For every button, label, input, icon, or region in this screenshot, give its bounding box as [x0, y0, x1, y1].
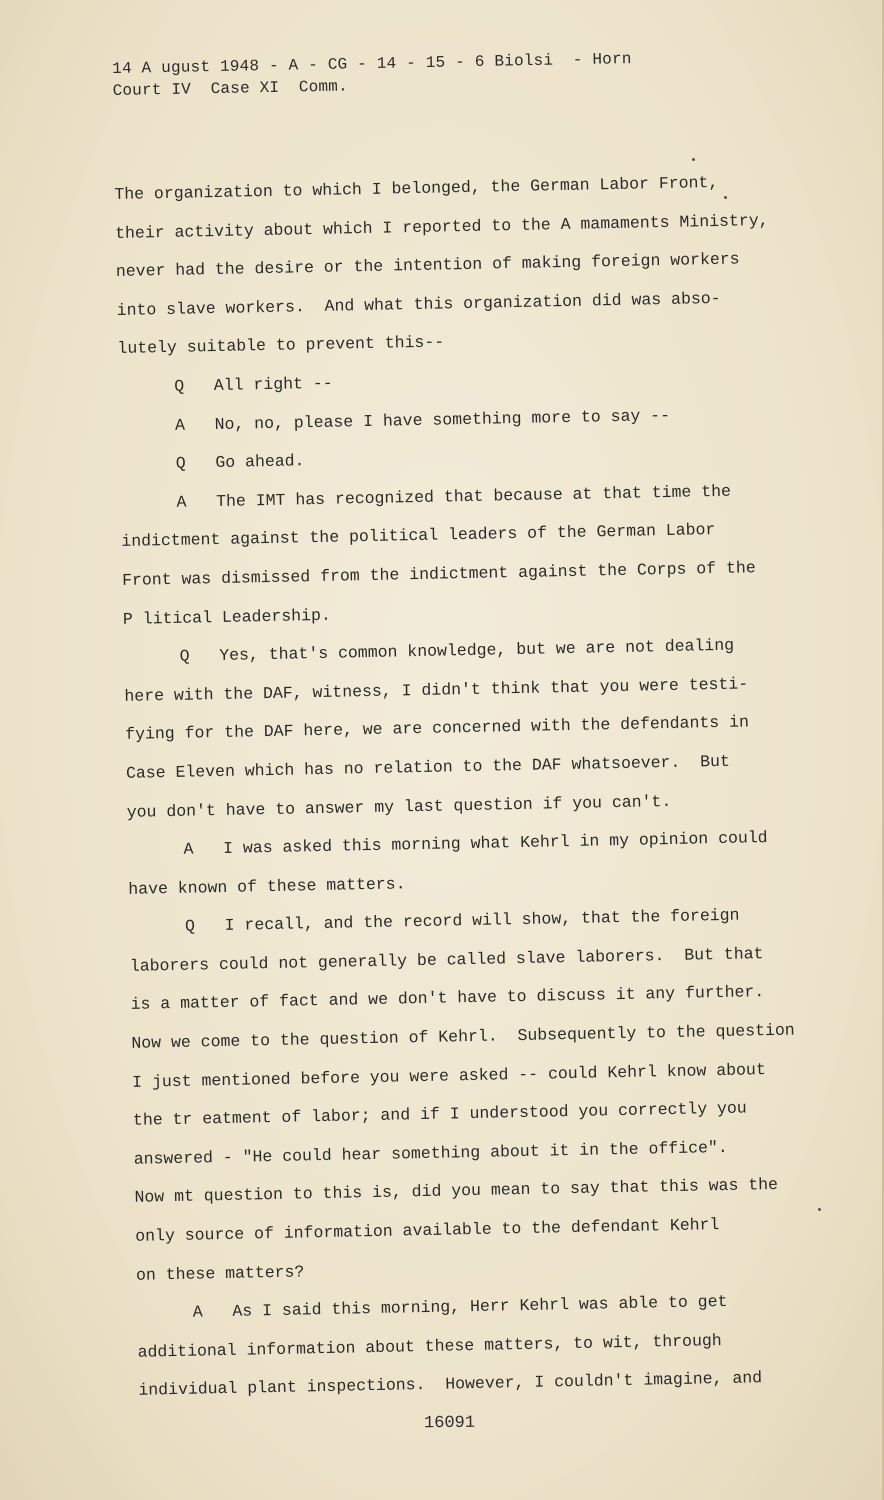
transcript-line: Q All right -- [174, 373, 333, 396]
transcript-line: the tr eatment of labor; and if I understood you correctly you [132, 1098, 747, 1131]
transcript-line: I just mentioned before you were asked -- could Kehrl know about [131, 1059, 766, 1092]
transcript-line: Now we come to the question of Kehrl. Subsequently to the question [131, 1020, 795, 1053]
header-line-1: 14 A ugust 1948 - A - CG - 14 - 15 - 6 Biolsi - Horn [112, 50, 632, 78]
transcript-line: Case Eleven which has no relation to the DAF whatsoever. But [125, 751, 731, 783]
document-header [112, 48, 632, 102]
transcript-line: Now mt question to this is, did you mean to say that this was the [134, 1175, 779, 1208]
transcript-line: The organization to which I belonged, the German Labor Front, [114, 172, 719, 204]
transcript-line: A The IMT has recognized that because at that time the [176, 481, 732, 512]
transcript-line: lutely suitable to prevent this-- [117, 332, 445, 359]
transcript-line: Q I recall, and the record will show, that the foreign [184, 905, 740, 937]
transcript-line: Q Go ahead. [175, 451, 305, 473]
transcript-line: P litical Leadership. [122, 605, 331, 629]
transcript-line: here with the DAF, witness, I didn't think that you were testi- [124, 674, 749, 706]
transcript-line: A No, no, please I have something more to say -- [174, 405, 671, 435]
transcript-line: A As I said this morning, Herr Kehrl was able to get [192, 1292, 728, 1322]
transcript-line: never had the desire or the intention of making foreign workers [115, 249, 740, 282]
transcript-line: into slave workers. And what this organization did was abso- [116, 288, 721, 320]
page-number: 16091 [423, 1413, 476, 1434]
transcript-line: individual plant inspections. However, I couldn't imagine, and [138, 1368, 763, 1401]
ink-speck [818, 1208, 821, 1211]
ink-speck [692, 158, 695, 161]
transcript-line: answered - "He could hear something about it in the office". [133, 1137, 728, 1169]
transcript-line: have known of these matters. [128, 873, 406, 899]
transcript-line: fying for the DAF here, we are concerned with the defendants in [125, 712, 750, 745]
transcript-line: additional information about these matters, to wit, through [137, 1330, 722, 1362]
transcript-line: on these matters? [135, 1262, 305, 1285]
transcript-line: their activity about which I reported to the A mamaments Ministry, [114, 210, 769, 243]
transcript-line: Q Yes, that's common knowledge, but we are not dealing [179, 635, 735, 666]
transcript-line: A I was asked this morning what Kehrl in my opinion could [183, 828, 768, 859]
transcript-line: Front was dismissed from the indictment against the Corps of the [121, 558, 756, 590]
header-line-2: Court IV Case XI Comm. [112, 77, 349, 100]
transcript-line: is a matter of fact and we don't have to discuss it any further. [130, 982, 765, 1015]
transcript-body [114, 162, 819, 1410]
transcript-line: laborers could not generally be called slave laborers. But that [129, 943, 764, 976]
transcript-line: indictment against the political leaders of the German Labor [121, 520, 716, 552]
ink-speck [724, 196, 727, 199]
transcript-line: only source of information available to the defendant Kehrl [135, 1215, 720, 1246]
transcript-line: you don't have to answer my last question if you can't. [126, 791, 672, 822]
